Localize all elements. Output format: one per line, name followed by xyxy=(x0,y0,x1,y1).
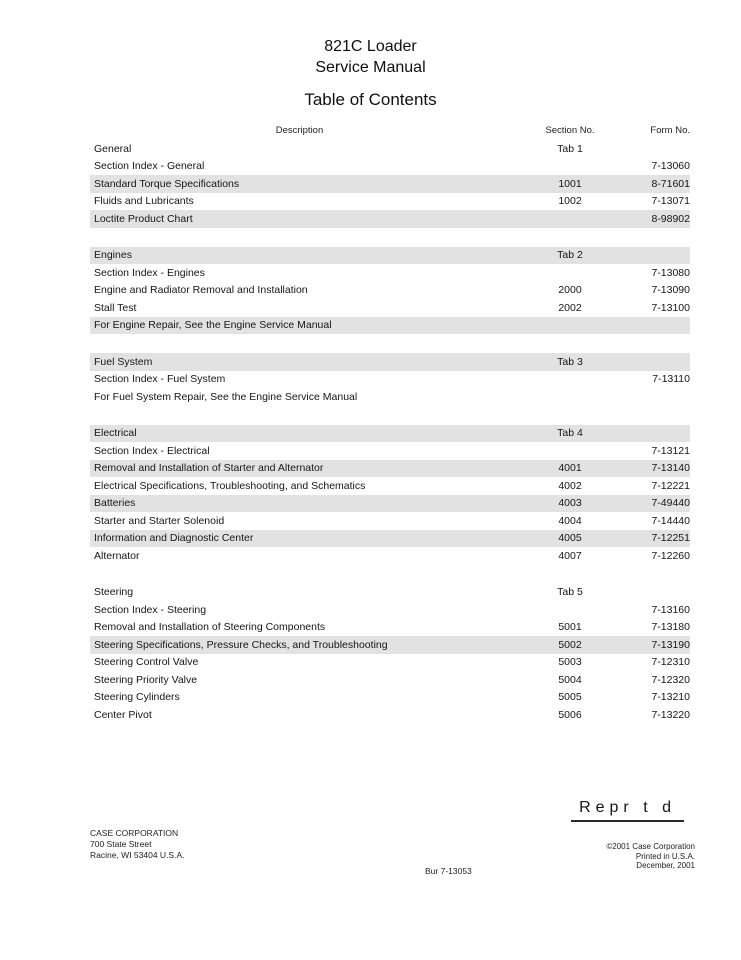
toc-table xyxy=(90,125,690,724)
row-description: Steering Cylinders xyxy=(94,691,180,704)
row-section-no: 4005 xyxy=(558,532,582,545)
column-header-description: Description xyxy=(275,125,324,136)
table-row xyxy=(90,158,690,176)
row-section-no: 5002 xyxy=(558,638,582,651)
table-row xyxy=(90,299,690,317)
table-row xyxy=(90,584,690,602)
publisher-city: Racine, WI 53404 U.S.A. xyxy=(90,850,185,860)
row-description: Electrical Specifications, Troubleshooting, and Schematics xyxy=(94,479,366,492)
row-description: Section Index - General xyxy=(94,160,205,173)
table-row xyxy=(90,388,690,406)
row-description: Steering Specifications, Pressure Checks, and Troubleshooting xyxy=(94,638,388,651)
toc-section-3 xyxy=(90,353,690,406)
row-form-no: 7-13180 xyxy=(651,621,690,634)
row-description: Removal and Installation of Starter and Alternator xyxy=(94,462,324,475)
row-section-no: 2000 xyxy=(558,284,582,297)
date-line: December, 2001 xyxy=(636,861,695,870)
row-section-no: 4007 xyxy=(558,549,582,562)
row-section-no: 4001 xyxy=(558,462,582,475)
row-form-no: 7-13220 xyxy=(651,708,690,721)
table-row xyxy=(90,282,690,300)
document-title-line2: Service Manual xyxy=(315,59,426,76)
row-form-no: 7-13110 xyxy=(652,373,690,386)
table-row xyxy=(90,425,690,443)
row-description: General xyxy=(94,142,132,155)
publisher-address-block xyxy=(90,828,185,861)
copyright-block xyxy=(606,842,695,871)
row-form-no: 7-13100 xyxy=(651,301,690,314)
table-row xyxy=(90,495,690,513)
row-form-no: 7-49440 xyxy=(651,497,690,510)
row-section-no: 5005 xyxy=(558,691,582,704)
row-description: Engines xyxy=(94,249,132,262)
row-description: Loctite Product Chart xyxy=(94,212,193,225)
row-description: Removal and Installation of Steering Components xyxy=(94,621,326,634)
table-row xyxy=(90,706,690,724)
row-section-no: 4003 xyxy=(558,497,582,510)
row-description: Fuel System xyxy=(94,355,153,368)
row-description: Batteries xyxy=(94,497,136,510)
row-section-no: 2002 xyxy=(558,301,582,314)
row-form-no: 7-12260 xyxy=(651,549,690,562)
row-form-no: 7-13160 xyxy=(651,603,690,616)
table-row xyxy=(90,175,690,193)
table-row xyxy=(90,671,690,689)
table-row xyxy=(90,547,690,565)
column-header-section-no: Section No. xyxy=(545,125,595,136)
toc-header-row xyxy=(90,125,690,140)
toc-heading: Table of Contents xyxy=(304,90,437,109)
row-description: Engine and Radiator Removal and Installation xyxy=(94,284,308,297)
table-row xyxy=(90,140,690,158)
row-description: Starter and Starter Solenoid xyxy=(94,514,225,527)
row-section-no: 1002 xyxy=(558,195,582,208)
row-description: Section Index - Electrical xyxy=(94,444,210,457)
toc-section-5 xyxy=(90,584,690,724)
row-section-no: 1001 xyxy=(558,177,582,190)
row-section-no: Tab 5 xyxy=(557,586,583,599)
row-form-no: 7-13190 xyxy=(651,638,690,651)
row-description: Steering Control Valve xyxy=(94,656,199,669)
row-description: Section Index - Engines xyxy=(94,266,205,279)
row-form-no: 7-13071 xyxy=(651,195,690,208)
row-form-no: 7-12310 xyxy=(651,656,690,669)
toc-section-2 xyxy=(90,247,690,335)
table-row xyxy=(90,264,690,282)
row-section-no: 5003 xyxy=(558,656,582,669)
row-section-no: 4004 xyxy=(558,514,582,527)
row-description: Steering xyxy=(94,586,134,599)
column-header-form-no: Form No. xyxy=(650,125,690,136)
row-form-no: 7-13121 xyxy=(651,444,690,457)
table-row xyxy=(90,477,690,495)
row-description: Electrical xyxy=(94,427,137,440)
row-description: Standard Torque Specifications xyxy=(94,177,240,190)
row-section-no: 5006 xyxy=(558,708,582,721)
document-title-line1: 821C Loader xyxy=(324,38,417,55)
table-row xyxy=(90,601,690,619)
row-description: Steering Priority Valve xyxy=(94,673,198,686)
row-description: Section Index - Steering xyxy=(94,603,207,616)
row-description: Fluids and Lubricants xyxy=(94,195,194,208)
row-form-no: 7-14440 xyxy=(651,514,690,527)
row-description: Center Pivot xyxy=(94,708,152,721)
printed-line: Printed in U.S.A. xyxy=(635,851,695,861)
table-row xyxy=(90,460,690,478)
table-row xyxy=(90,317,690,335)
table-row xyxy=(90,512,690,530)
reprinted-stamp: Repr t d xyxy=(571,799,684,822)
publisher-street: 700 State Street xyxy=(90,839,152,849)
row-form-no: 7-13090 xyxy=(651,284,690,297)
bur-number: Bur 7-13053 xyxy=(425,866,472,876)
table-row xyxy=(90,636,690,654)
table-row xyxy=(90,619,690,637)
row-section-no: 5004 xyxy=(558,673,582,686)
row-description: For Engine Repair, See the Engine Service Manual xyxy=(94,319,332,332)
table-row xyxy=(90,442,690,460)
table-row xyxy=(90,210,690,228)
row-form-no: 8-71601 xyxy=(651,177,690,190)
table-row xyxy=(90,689,690,707)
row-form-no: 7-12251 xyxy=(651,532,690,545)
publisher-name: CASE CORPORATION xyxy=(90,828,179,838)
row-section-no: Tab 4 xyxy=(557,427,583,440)
table-row xyxy=(90,353,690,371)
row-form-no: 7-13080 xyxy=(651,266,690,279)
row-description: For Fuel System Repair, See the Engine Service Manual xyxy=(94,390,358,403)
row-description: Information and Diagnostic Center xyxy=(94,532,254,545)
table-row xyxy=(90,530,690,548)
row-description: Alternator xyxy=(94,549,140,562)
row-form-no: 7-13210 xyxy=(651,691,690,704)
table-row xyxy=(90,247,690,265)
row-description: Stall Test xyxy=(94,301,137,314)
row-form-no: 7-13140 xyxy=(651,462,690,475)
row-description: Section Index - Fuel System xyxy=(94,373,226,386)
row-section-no: 5001 xyxy=(558,621,582,634)
row-section-no: Tab 2 xyxy=(557,249,583,262)
toc-section-4 xyxy=(90,425,690,565)
table-row xyxy=(90,654,690,672)
copyright-line: ©2001 Case Corporation xyxy=(606,842,695,851)
table-row xyxy=(90,371,690,389)
row-form-no: 7-12320 xyxy=(651,673,690,686)
title-block xyxy=(0,0,741,111)
row-form-no: 8-98902 xyxy=(651,212,690,225)
row-form-no: 7-13060 xyxy=(651,160,690,173)
toc-body xyxy=(90,140,690,724)
row-form-no: 7-12221 xyxy=(651,479,690,492)
table-row xyxy=(90,193,690,211)
toc-section-1 xyxy=(90,140,690,228)
row-section-no: 4002 xyxy=(558,479,582,492)
row-section-no: Tab 3 xyxy=(557,355,583,368)
row-section-no: Tab 1 xyxy=(557,142,583,155)
